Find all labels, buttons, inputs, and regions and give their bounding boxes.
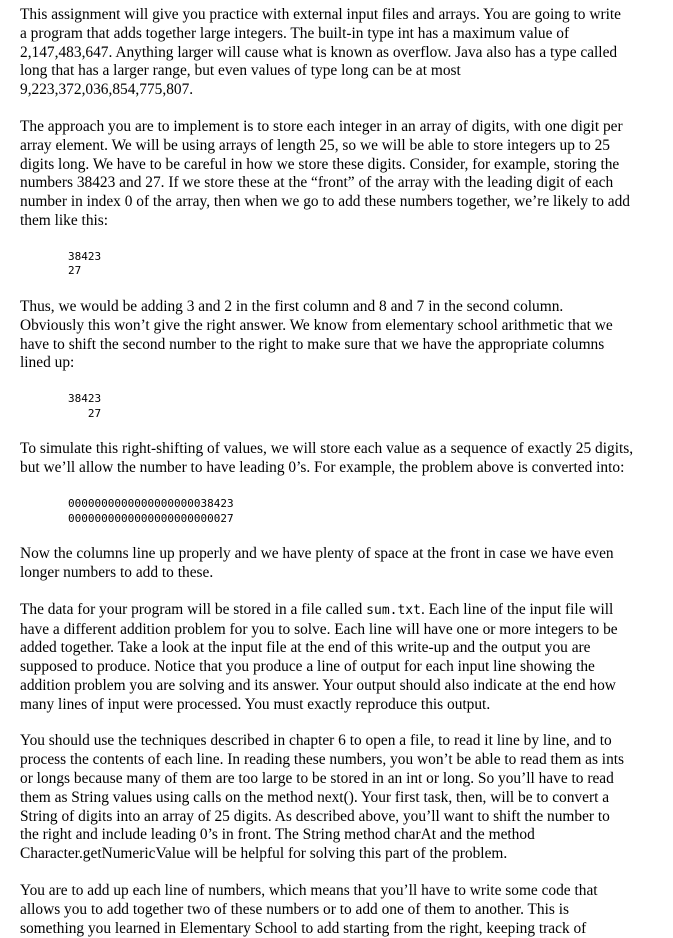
paragraph-spacer <box>20 373 660 392</box>
paragraph-spacer <box>20 100 660 118</box>
input-file-text-after: . Each line of the input file will have a different addition problem for you to solve. Each line will have one or more integers to be added together. Take a look at the input file at the end of this write-up and the output you are supposed to produce. Notice that you produce a line of output for each input line showing the addition problem you are solving and its answer. Your output should also indicate at the end how many lines of input were processed. You must exactly reproduce this output. <box>20 600 618 713</box>
paragraph-spacer <box>20 526 660 545</box>
input-file-paragraph <box>20 601 660 715</box>
paragraph-spacer <box>20 714 660 732</box>
paragraph-spacer <box>20 478 660 497</box>
paragraph-spacer <box>20 864 660 882</box>
paragraph-spacer <box>20 279 660 298</box>
approach-paragraph: The approach you are to implement is to store each integer in an array of digits, with one digit per array element. We will be using arrays of length 25, so we will be able to store integers up to 25 digits long. We have to be careful in how we store these digits. Consider, for example, storing the numbers 38423 and 27. If we store these at the “front” of the array with the leading digit of each number in index 0 of the array, then when we go to add these numbers together, we’re likely to add them like this: <box>20 117 630 229</box>
aligned-addition-code: 38423 27 <box>68 392 102 420</box>
columns-line-up-paragraph: Now the columns line up properly and we have plenty of space at the front in case we have even longer numbers to add to these. <box>20 545 614 581</box>
addition-paragraph: You are to add up each line of numbers, which means that you’ll have to write some code that allows you to add together two of these numbers or to add one of them to another. This is something you learned in Elementary School to add starting from the right, keeping track of <box>20 882 598 937</box>
paragraph-spacer <box>20 583 660 601</box>
techniques-paragraph: You should use the techniques described in chapter 6 to open a file, to read it line by line, and to process the contents of each line. In reading these numbers, you won’t be able to read them as ints or longs because many of them are too large to be stored in an int or long. So you’ll have to read them as String values using calls on the method next(). Your first task, then, will be to convert a String of digits into an array of 25 digits. As described above, you’ll want to shift the number to the right and include leading 0’s in front. The String method charAt and the method Character.getNumericValue will be helpful for solving this part of the problem. <box>20 732 625 863</box>
intro-paragraph: This assignment will give you practice with external input files and arrays. You are going to write a program that adds together large integers. The built-in type int has a maximum value of 2,147,483,647. Anything larger will cause what is known as overflow. Java also has a type called long that has a larger range, but even values of type long can be at most 9,223,372,036,854,775,807. <box>20 6 621 99</box>
shift-explanation-paragraph: Thus, we would be adding 3 and 2 in the first column and 8 and 7 in the second column. Obviously this won’t give the right answer. We know from elementary school arithmetic that we have to shift the second number to the right to make sure that we have the appropriate columns lined up: <box>20 297 613 372</box>
padded-digits-code: 0000000000000000000038423 0000000000000000000000027 <box>68 496 234 525</box>
document-page <box>20 6 660 938</box>
input-file-text-before: The data for your program will be stored in a file called <box>20 600 367 618</box>
leading-zeros-paragraph: To simulate this right-shifting of values, we will store each value as a sequence of exactly 25 digits, but we’ll allow the number to have leading 0’s. For example, the problem above is converted into: <box>20 440 634 477</box>
unaligned-addition-code: 38423 27 <box>68 249 102 278</box>
input-filename: sum.txt <box>366 602 421 618</box>
paragraph-spacer <box>20 421 660 440</box>
paragraph-spacer <box>20 231 660 250</box>
